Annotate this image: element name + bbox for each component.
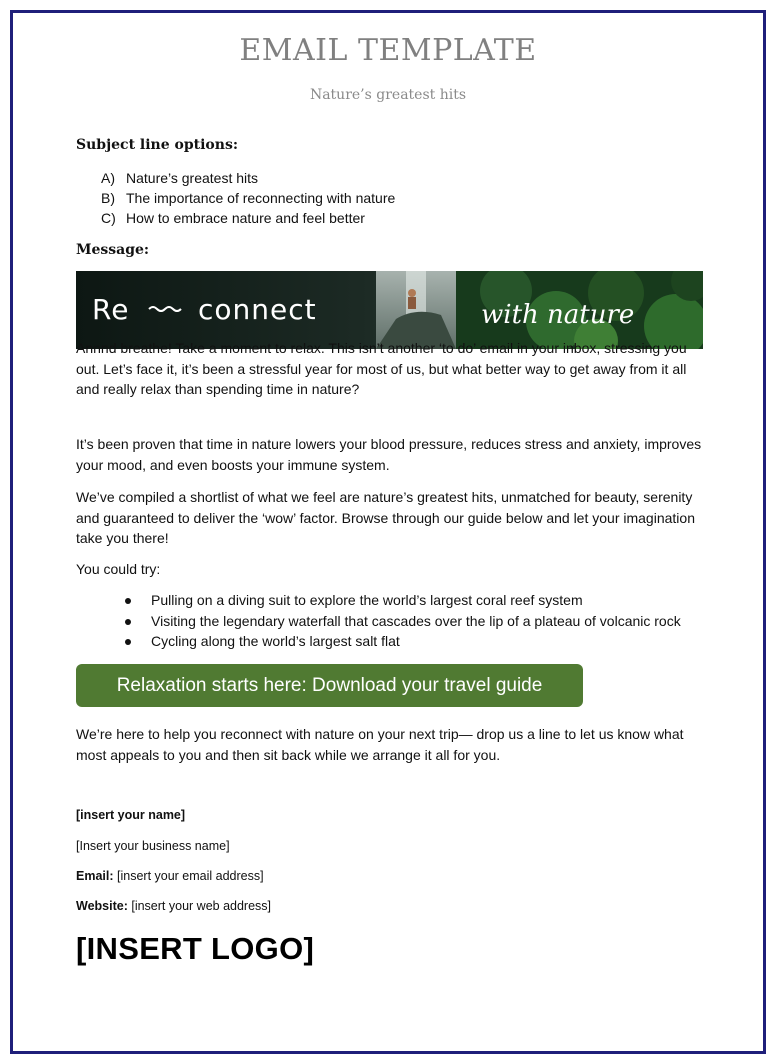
banner-text-connect: connect	[198, 293, 317, 326]
subject-option-c	[101, 208, 395, 228]
signature-website	[76, 899, 271, 913]
signature-name: [insert your name]	[76, 808, 186, 822]
list-item	[125, 611, 681, 632]
email-value: [insert your email address]	[117, 869, 264, 883]
message-paragraph: You could try:	[76, 561, 161, 577]
option-text: How to embrace nature and feel better	[126, 210, 365, 226]
list-item	[125, 590, 681, 611]
banner-text-with-nature: with nature	[481, 300, 635, 330]
bullet-icon	[125, 639, 131, 645]
option-letter: C)	[101, 210, 116, 226]
message-paragraph: We’ve compiled a shortlist of what we feel are nature’s greatest hits, unmatched for beauty, serenity and guaranteed to deliver the ‘wow’ factor. Browse through our guide below and let your imagination take you there!	[76, 489, 695, 546]
signature-email	[76, 869, 264, 883]
website-value: [insert your web address]	[131, 899, 272, 913]
page-subtitle: Nature’s greatest hits	[309, 87, 467, 103]
message-heading: Message:	[76, 242, 150, 258]
suggestion-list	[125, 590, 681, 652]
person-figure	[408, 289, 416, 297]
banner-text-re: Re	[92, 293, 130, 326]
subject-option-b	[101, 188, 395, 208]
list-item-text: Pulling on a diving suit to explore the world’s largest coral reef system	[151, 592, 583, 608]
subject-options-list	[101, 168, 395, 228]
option-letter: B)	[101, 190, 115, 206]
option-letter: A)	[101, 170, 115, 186]
message-paragraph: Annnd breathe! Take a moment to relax. This isn’t another ‘to do’ email in your inbox, stressing you out. Let’s face it, it’s been a stressful year for most of us, but what better way to get away from it all and really relax than spending time in nature?	[76, 340, 687, 397]
list-item	[125, 631, 681, 652]
list-item-text: Cycling along the world’s largest salt flat	[151, 633, 400, 649]
page-title: EMAIL TEMPLATE	[239, 33, 537, 68]
email-label: Email:	[76, 869, 114, 883]
subject-option-a	[101, 168, 395, 188]
subject-heading: Subject line options:	[76, 137, 238, 153]
message-paragraph: It’s been proven that time in nature lowers your blood pressure, reduces stress and anxiety, improves your mood, and even boosts your immune system.	[76, 436, 702, 473]
download-guide-button[interactable]: Relaxation starts here: Download your travel guide	[76, 664, 583, 707]
email-template-page	[10, 10, 766, 1054]
bullet-icon	[125, 598, 131, 604]
signature-business: [Insert your business name]	[76, 839, 230, 853]
closing-paragraph: We’re here to help you reconnect with nature on your next trip— drop us a line to let us know what most appeals to you and then sit back while we arrange it all for you.	[76, 726, 684, 763]
bullet-icon	[125, 619, 131, 625]
option-text: The importance of reconnecting with nature	[126, 190, 396, 206]
website-label: Website:	[76, 899, 128, 913]
option-text: Nature’s greatest hits	[126, 170, 259, 186]
logo-placeholder: [INSERT LOGO]	[76, 931, 315, 966]
list-item-text: Visiting the legendary waterfall that cascades over the lip of a plateau of volcanic rock	[151, 612, 681, 629]
